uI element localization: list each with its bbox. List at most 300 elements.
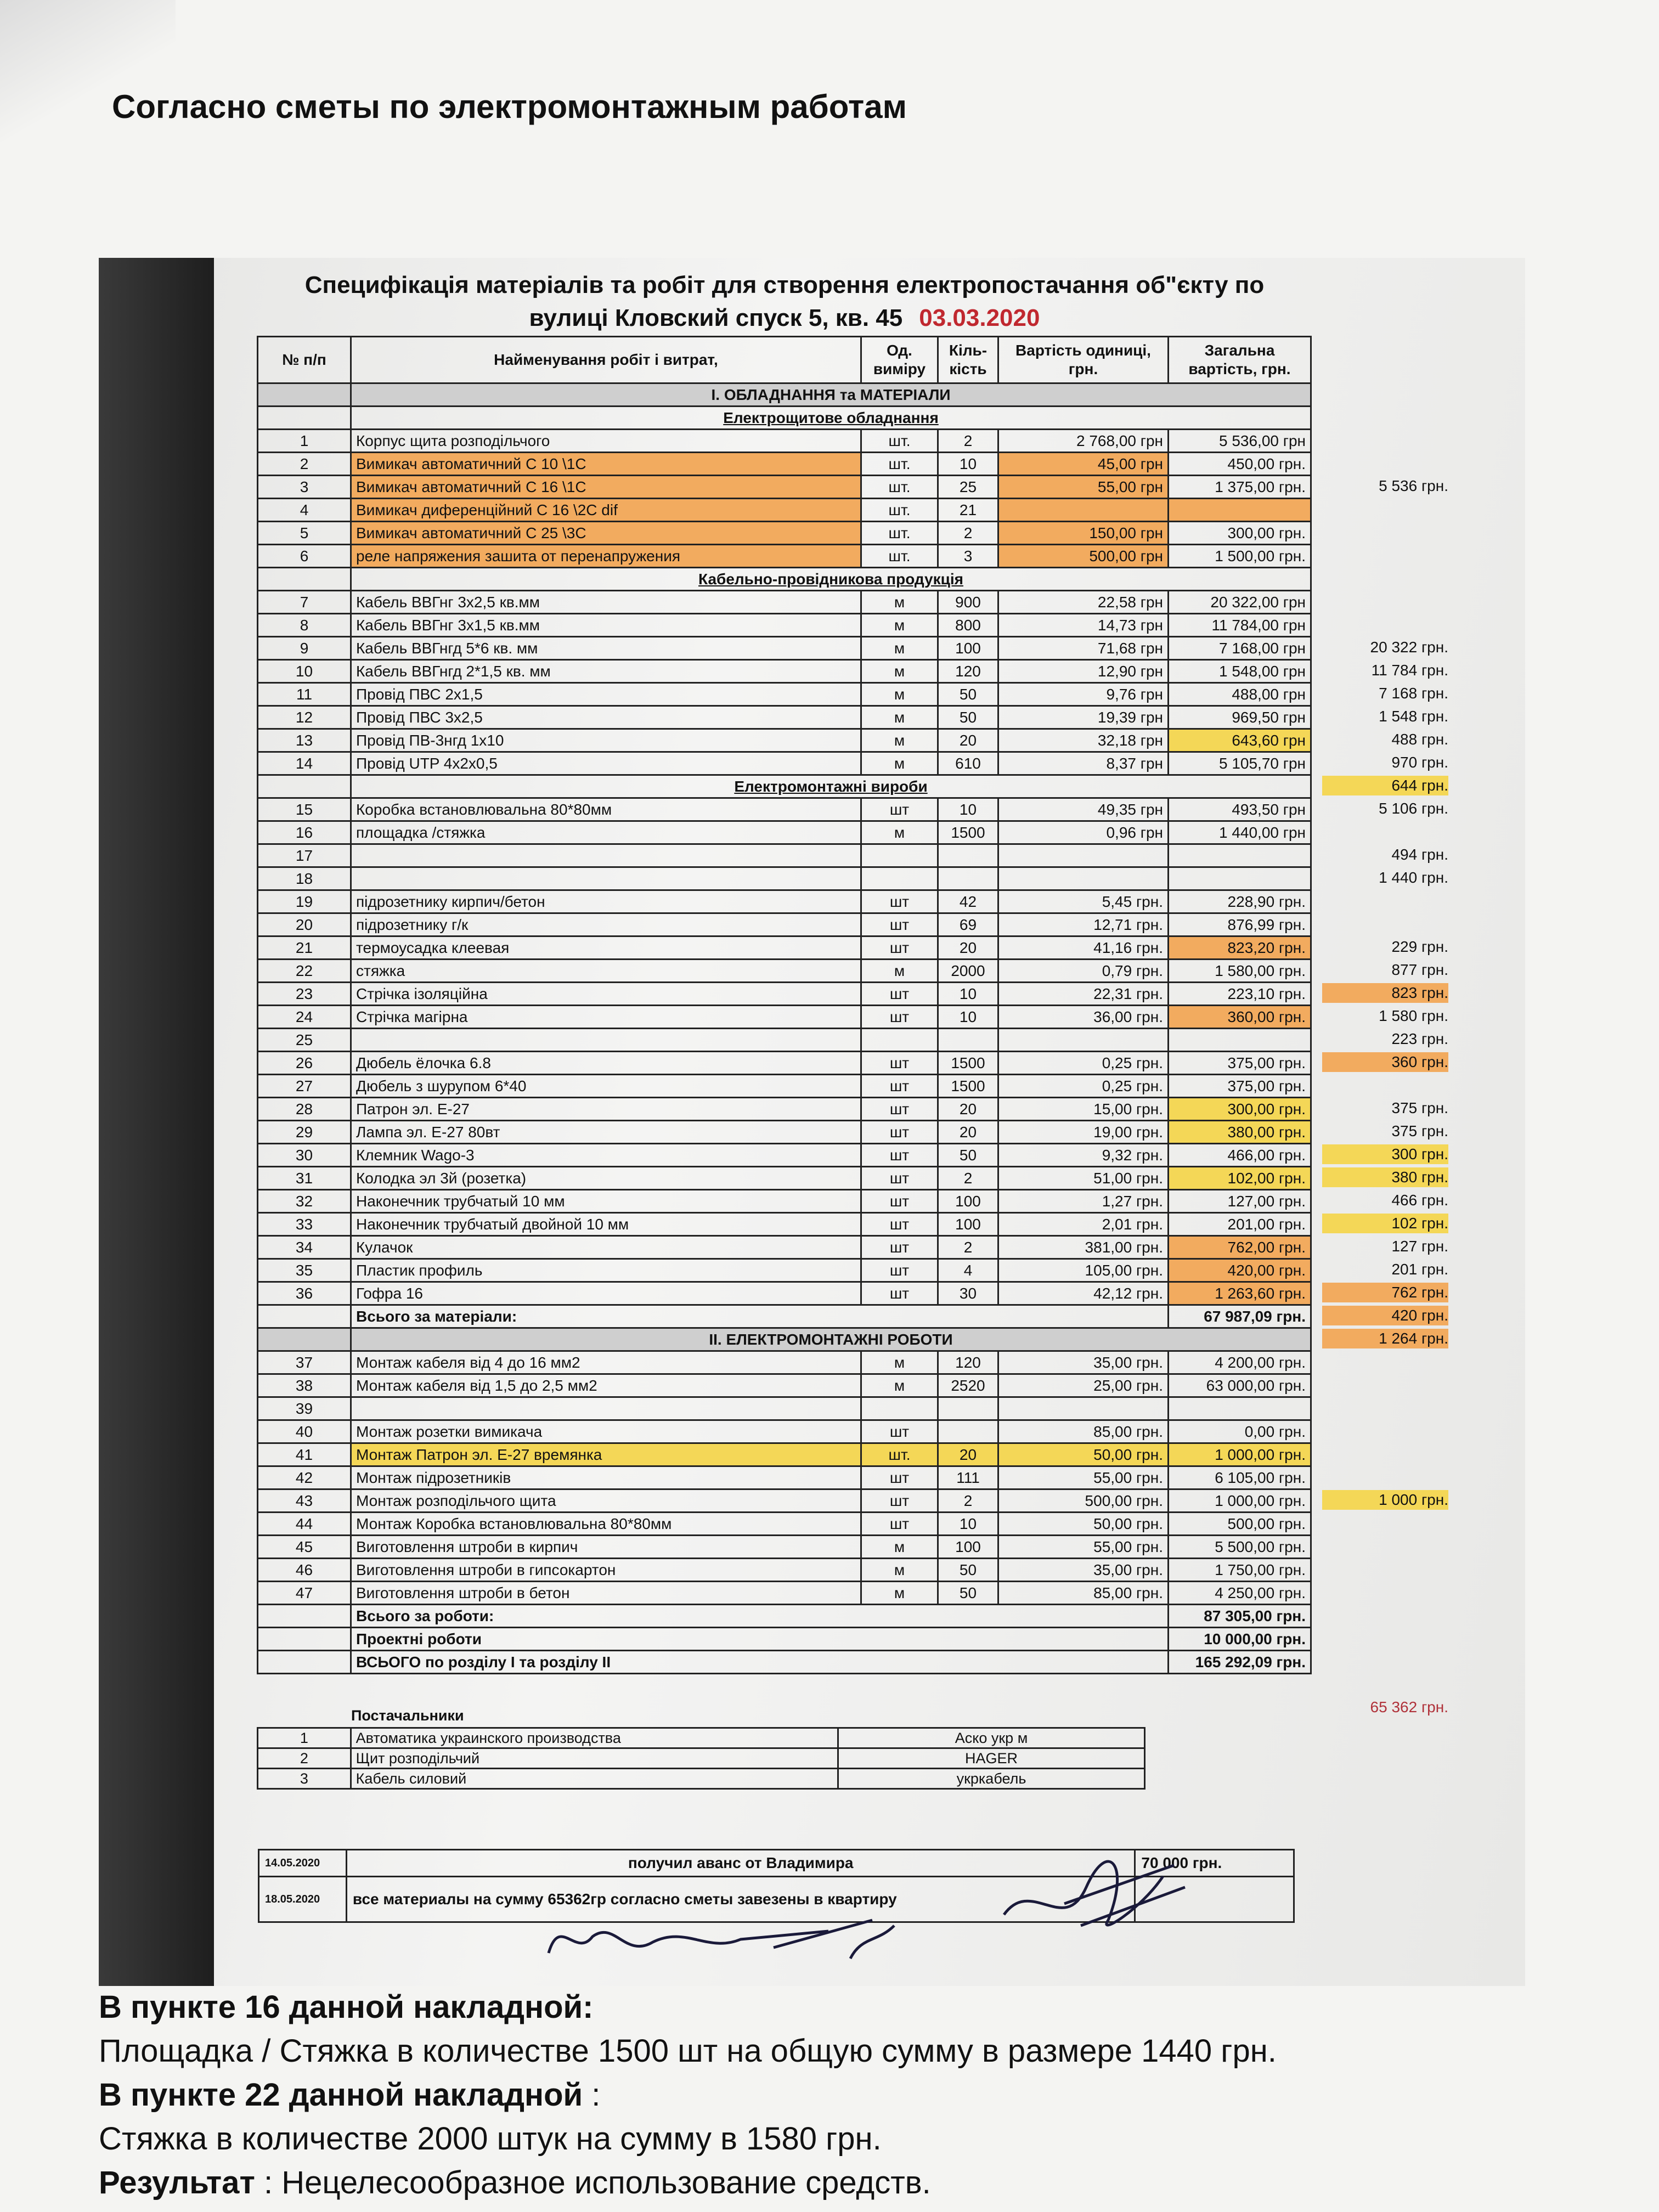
row-total: 380,00 грн.: [1169, 1121, 1311, 1144]
row-number: 43: [258, 1489, 351, 1513]
side-total: 1 548 грн.: [1379, 708, 1448, 725]
row-number: 8: [258, 614, 351, 637]
row-total: [1169, 1397, 1311, 1420]
row-unit-price: 12,71 грн.: [998, 913, 1169, 936]
row-total: 1 440,00 грн: [1169, 821, 1311, 844]
row-unit: шт: [861, 1213, 938, 1236]
supplier-row: [258, 1769, 1145, 1789]
binder-edge: [99, 258, 214, 1986]
row-unit: м: [861, 729, 938, 752]
row-name: Вимикач автоматичний С 25 \3С: [351, 522, 861, 545]
row-unit-price: 32,18 грн: [998, 729, 1169, 752]
row-name: Кабель ВВГнг 3х2,5 кв.мм: [351, 591, 861, 614]
summary-total: 165 292,09 грн.: [1169, 1651, 1311, 1674]
supplier-number: 1: [258, 1728, 351, 1748]
row-unit-price: 9,76 грн: [998, 683, 1169, 706]
title-line-2: вулиці Кловский спуск 5, кв. 45: [529, 304, 903, 331]
row-number: 38: [258, 1374, 351, 1397]
header-unit-price: Вартість одиниці, грн.: [998, 337, 1169, 383]
row-name: підрозетнику г/к: [351, 913, 861, 936]
row-total: 969,50 грн: [1169, 706, 1311, 729]
row-name: Кабель ВВГнгд 2*1,5 кв. мм: [351, 660, 861, 683]
row-number: 13: [258, 729, 351, 752]
row-quantity: 10: [938, 453, 998, 476]
side-total: 375 грн.: [1391, 1122, 1448, 1139]
row-name: Виготовлення штроби в бетон: [351, 1582, 861, 1605]
row-total: 6 105,00 грн.: [1169, 1466, 1311, 1489]
receipt-date: 14.05.2020: [259, 1850, 347, 1877]
table-row: [258, 1466, 1311, 1489]
subsection-label: Електрощитове обладнання: [351, 407, 1311, 430]
row-number: 4: [258, 499, 351, 522]
supplier-item: Автоматика украинского производства: [351, 1728, 838, 1748]
row-name: [351, 1029, 861, 1052]
table-row: [258, 1259, 1311, 1282]
row-unit-price: 22,58 грн: [998, 591, 1169, 614]
supplier-name: HAGER: [838, 1748, 1144, 1769]
subsection-spacer: [258, 407, 351, 430]
row-quantity: 2: [938, 1489, 998, 1513]
row-quantity: 20: [938, 1443, 998, 1466]
row-number: 10: [258, 660, 351, 683]
supplier-item: Щит розподільчий: [351, 1748, 838, 1769]
row-unit-price: 36,00 грн.: [998, 1006, 1169, 1029]
point-16-text: Площадка / Стяжка в количестве 1500 шт на общую сумму в размере 1440 грн.: [99, 2033, 1277, 2069]
row-unit: шт: [861, 1190, 938, 1213]
row-unit-price: [998, 867, 1169, 890]
row-unit: [861, 844, 938, 867]
row-number: 42: [258, 1466, 351, 1489]
row-unit-price: 14,73 грн: [998, 614, 1169, 637]
side-total: 65 362 грн.: [1370, 1699, 1448, 1716]
row-number: 41: [258, 1443, 351, 1466]
row-quantity: 20: [938, 1121, 998, 1144]
row-unit-price: 42,12 грн.: [998, 1282, 1169, 1305]
row-total: 466,00 грн.: [1169, 1144, 1311, 1167]
row-name: Дюбель з шурупом 6*40: [351, 1075, 861, 1098]
row-total: 360,00 грн.: [1169, 1006, 1311, 1029]
signature-1: [998, 1854, 1196, 1942]
row-number: 35: [258, 1259, 351, 1282]
row-unit: шт.: [861, 476, 938, 499]
row-total: 127,00 грн.: [1169, 1190, 1311, 1213]
row-quantity: 2: [938, 430, 998, 453]
summary-spacer: [258, 1628, 351, 1651]
row-unit-price: 150,00 грн: [998, 522, 1169, 545]
row-unit: шт: [861, 1489, 938, 1513]
table-row: [258, 1282, 1311, 1305]
row-unit-price: 35,00 грн.: [998, 1559, 1169, 1582]
row-unit: м: [861, 1559, 938, 1582]
row-total: 63 000,00 грн.: [1169, 1374, 1311, 1397]
section-spacer: [258, 383, 351, 407]
side-total: 223 грн.: [1391, 1030, 1448, 1047]
row-name: площадка /стяжка: [351, 821, 861, 844]
row-number: 36: [258, 1282, 351, 1305]
row-name: Кулачок: [351, 1236, 861, 1259]
row-name: Стрічка ізоляційна: [351, 983, 861, 1006]
row-number: 47: [258, 1582, 351, 1605]
row-total: 420,00 грн.: [1169, 1259, 1311, 1282]
row-unit-price: 1,27 грн.: [998, 1190, 1169, 1213]
table-row: [258, 1052, 1311, 1075]
row-name: Виготовлення штроби в гипсокартон: [351, 1559, 861, 1582]
row-quantity: 50: [938, 706, 998, 729]
side-total: 11 784 грн.: [1371, 662, 1448, 679]
row-unit: шт: [861, 1420, 938, 1443]
summary-row: [258, 1605, 1311, 1628]
row-number: 12: [258, 706, 351, 729]
side-total: 1 264 грн.: [1322, 1329, 1448, 1348]
row-quantity: 100: [938, 1536, 998, 1559]
row-unit-price: 85,00 грн.: [998, 1582, 1169, 1605]
side-total: 762 грн.: [1322, 1283, 1448, 1302]
row-total: 1 375,00 грн.: [1169, 476, 1311, 499]
row-name: Вимикач автоматичний С 10 \1С: [351, 453, 861, 476]
row-quantity: [938, 867, 998, 890]
row-name: Вимикач автоматичний С 16 \1С: [351, 476, 861, 499]
row-quantity: 50: [938, 1582, 998, 1605]
suppliers-title: Постачальники: [351, 1707, 464, 1724]
subsection-spacer: [258, 775, 351, 798]
side-total: 5 106 грн.: [1379, 800, 1448, 817]
row-quantity: 610: [938, 752, 998, 775]
table-header-row: [258, 337, 1311, 383]
subsection-label: Електромонтажні вироби: [351, 775, 1311, 798]
row-total: 5 500,00 грн.: [1169, 1536, 1311, 1559]
table-row: [258, 453, 1311, 476]
table-body: [258, 383, 1311, 1674]
supplier-name: укркабель: [838, 1769, 1144, 1789]
supplier-row: [258, 1728, 1145, 1748]
side-total: 488 грн.: [1391, 731, 1448, 748]
row-name: Кабель ВВГнг 3х1,5 кв.мм: [351, 614, 861, 637]
row-total: 1 548,00 грн: [1169, 660, 1311, 683]
section-row: [258, 383, 1311, 407]
row-unit: шт: [861, 983, 938, 1006]
row-unit-price: 19,00 грн.: [998, 1121, 1169, 1144]
row-name: реле напряжения зашита от перенапружения: [351, 545, 861, 568]
table-row: [258, 637, 1311, 660]
row-total: [1169, 844, 1311, 867]
row-quantity: 10: [938, 983, 998, 1006]
table-row: [258, 1029, 1311, 1052]
summary-label: Всього за матеріали:: [351, 1305, 1169, 1328]
row-name: стяжка: [351, 960, 861, 983]
row-name: термоусадка клеевая: [351, 936, 861, 960]
row-unit: [861, 867, 938, 890]
specification-title: [263, 269, 1306, 335]
row-unit-price: [998, 1397, 1169, 1420]
supplier-item: Кабель силовий: [351, 1769, 838, 1789]
row-unit: шт: [861, 1075, 938, 1098]
row-name: Корпус щита розподільчого: [351, 430, 861, 453]
row-name: Виготовлення штроби в кирпич: [351, 1536, 861, 1559]
row-name: Клемник Wago-3: [351, 1144, 861, 1167]
summary-label: ВСЬОГО по розділу І та розділу ІІ: [351, 1651, 1169, 1674]
row-total: 1 263,60 грн.: [1169, 1282, 1311, 1305]
supplier-number: 3: [258, 1769, 351, 1789]
title-line-1: Специфікація матеріалів та робіт для створення електропостачання об"єкту по: [304, 272, 1265, 298]
row-number: 2: [258, 453, 351, 476]
row-quantity: 900: [938, 591, 998, 614]
row-number: 26: [258, 1052, 351, 1075]
row-quantity: 1500: [938, 821, 998, 844]
header-quantity: Кіль-кість: [938, 337, 998, 383]
row-quantity: 2: [938, 1236, 998, 1259]
row-number: 3: [258, 476, 351, 499]
row-total: 876,99 грн.: [1169, 913, 1311, 936]
row-quantity: 2: [938, 522, 998, 545]
table-row: [258, 1144, 1311, 1167]
row-total: 0,00 грн.: [1169, 1420, 1311, 1443]
summary-total: 10 000,00 грн.: [1169, 1628, 1311, 1651]
table-row: [258, 890, 1311, 913]
row-unit: шт: [861, 1513, 938, 1536]
row-total: 228,90 грн.: [1169, 890, 1311, 913]
row-quantity: 2520: [938, 1374, 998, 1397]
row-number: 28: [258, 1098, 351, 1121]
row-unit: м: [861, 821, 938, 844]
side-total: 229 грн.: [1391, 938, 1448, 955]
row-name: Пластик профиль: [351, 1259, 861, 1282]
row-unit-price: 2 768,00 грн: [998, 430, 1169, 453]
summary-row: [258, 1628, 1311, 1651]
row-quantity: 1500: [938, 1052, 998, 1075]
row-unit: м: [861, 683, 938, 706]
row-number: 14: [258, 752, 351, 775]
row-unit-price: [998, 499, 1169, 522]
row-unit-price: 12,90 грн: [998, 660, 1169, 683]
table-row: [258, 752, 1311, 775]
row-quantity: 69: [938, 913, 998, 936]
side-total: 360 грн.: [1322, 1052, 1448, 1072]
row-quantity: 50: [938, 1559, 998, 1582]
row-quantity: 50: [938, 1144, 998, 1167]
row-quantity: 4: [938, 1259, 998, 1282]
row-total: 11 784,00 грн: [1169, 614, 1311, 637]
row-total: 450,00 грн.: [1169, 453, 1311, 476]
row-unit-price: 2,01 грн.: [998, 1213, 1169, 1236]
subsection-row: [258, 568, 1311, 591]
row-name: Лампа эл. Е-27 80вт: [351, 1121, 861, 1144]
row-unit: м: [861, 706, 938, 729]
side-total: 20 322 грн.: [1370, 639, 1448, 656]
header-name: Найменування робіт і витрат,: [351, 337, 861, 383]
row-number: 7: [258, 591, 351, 614]
row-name: Монтаж розетки вимикача: [351, 1420, 861, 1443]
row-total: 1 000,00 грн.: [1169, 1443, 1311, 1466]
header-number: № п/п: [258, 337, 351, 383]
row-unit: шт.: [861, 499, 938, 522]
row-quantity: 21: [938, 499, 998, 522]
row-name: Монтаж кабеля від 4 до 16 мм2: [351, 1351, 861, 1374]
row-total: 1 500,00 грн.: [1169, 545, 1311, 568]
table-row: [258, 614, 1311, 637]
row-quantity: 1500: [938, 1075, 998, 1098]
row-quantity: 100: [938, 1190, 998, 1213]
table-row: [258, 913, 1311, 936]
row-name: Дюбель ёлочка 6.8: [351, 1052, 861, 1075]
row-total: 4 250,00 грн.: [1169, 1582, 1311, 1605]
row-unit-price: 0,25 грн.: [998, 1052, 1169, 1075]
table-row: [258, 1559, 1311, 1582]
result-line: Результат : Нецелесообразное использование средств.: [99, 2165, 931, 2200]
row-name: Колодка эл 3й (розетка): [351, 1167, 861, 1190]
table-row: [258, 545, 1311, 568]
row-number: 22: [258, 960, 351, 983]
row-unit: шт: [861, 1282, 938, 1305]
row-number: 17: [258, 844, 351, 867]
table-row: [258, 1351, 1311, 1374]
row-unit-price: 85,00 грн.: [998, 1420, 1169, 1443]
page-heading: Согласно сметы по электромонтажным работам: [112, 88, 907, 125]
table-row: [258, 798, 1311, 821]
table-row: [258, 1489, 1311, 1513]
row-name: [351, 1397, 861, 1420]
point-22-text: Стяжка в количестве 2000 штук на сумму в 1580 грн.: [99, 2121, 882, 2157]
row-unit-price: 381,00 грн.: [998, 1236, 1169, 1259]
row-name: Наконечник трубчатый двойной 10 мм: [351, 1213, 861, 1236]
side-total: 300 грн.: [1322, 1144, 1448, 1164]
row-unit-price: 55,00 грн.: [998, 1536, 1169, 1559]
table-row: [258, 936, 1311, 960]
row-name: Наконечник трубчатый 10 мм: [351, 1190, 861, 1213]
row-unit: [861, 1397, 938, 1420]
row-name: [351, 867, 861, 890]
row-unit: шт.: [861, 430, 938, 453]
row-quantity: 20: [938, 729, 998, 752]
row-unit-price: 8,37 грн: [998, 752, 1169, 775]
specification-table: [257, 336, 1312, 1674]
suppliers-table: [257, 1727, 1146, 1790]
row-unit-price: 55,00 грн: [998, 476, 1169, 499]
row-unit: м: [861, 614, 938, 637]
section-spacer: [258, 1328, 351, 1351]
section-label: ІІ. ЕЛЕКТРОМОНТАЖНІ РОБОТИ: [351, 1328, 1311, 1351]
row-total: 375,00 грн.: [1169, 1052, 1311, 1075]
row-name: Провід ПВ-3нгд 1х10: [351, 729, 861, 752]
row-number: 16: [258, 821, 351, 844]
side-total: 1 000 грн.: [1322, 1490, 1448, 1510]
row-total: 762,00 грн.: [1169, 1236, 1311, 1259]
row-name: Монтаж кабеля від 1,5 до 2,5 мм2: [351, 1374, 861, 1397]
summary-row: [258, 1651, 1311, 1674]
row-unit-price: [998, 844, 1169, 867]
row-name: Патрон эл. Е-27: [351, 1098, 861, 1121]
row-unit: м: [861, 1582, 938, 1605]
row-total: 1 750,00 грн.: [1169, 1559, 1311, 1582]
row-number: 45: [258, 1536, 351, 1559]
table-row: [258, 1213, 1311, 1236]
row-name: Гофра 16: [351, 1282, 861, 1305]
row-unit-price: 0,79 грн.: [998, 960, 1169, 983]
row-number: 27: [258, 1075, 351, 1098]
side-total: 7 168 грн.: [1379, 685, 1448, 702]
row-unit-price: 55,00 грн.: [998, 1466, 1169, 1489]
row-quantity: 20: [938, 1098, 998, 1121]
side-total: 201 грн.: [1391, 1261, 1448, 1278]
table-row: [258, 1190, 1311, 1213]
row-unit-price: 500,00 грн.: [998, 1489, 1169, 1513]
row-number: 20: [258, 913, 351, 936]
side-total: 466 грн.: [1391, 1192, 1448, 1209]
section-row: [258, 1328, 1311, 1351]
summary-label: Проектні роботи: [351, 1628, 1169, 1651]
row-total: 500,00 грн.: [1169, 1513, 1311, 1536]
row-unit: м: [861, 960, 938, 983]
header-unit: Од. виміру: [861, 337, 938, 383]
summary-label: Всього за роботи:: [351, 1605, 1169, 1628]
summary-row: [258, 1305, 1311, 1328]
point-16-title: В пункте 16 данной накладной:: [99, 1989, 594, 2025]
side-total: 127 грн.: [1391, 1238, 1448, 1255]
table-row: [258, 1098, 1311, 1121]
row-name: Провід ПВС 2х1,5: [351, 683, 861, 706]
row-name: Монтаж розподільчого щита: [351, 1489, 861, 1513]
row-unit: шт: [861, 798, 938, 821]
row-total: 5 536,00 грн: [1169, 430, 1311, 453]
supplier-name: Аско укр м: [838, 1728, 1144, 1748]
subsection-spacer: [258, 568, 351, 591]
row-quantity: 42: [938, 890, 998, 913]
row-unit: шт: [861, 890, 938, 913]
row-quantity: 20: [938, 936, 998, 960]
table-row: [258, 522, 1311, 545]
row-quantity: 10: [938, 1513, 998, 1536]
point-22-title: В пункте 22 данной накладной :: [99, 2077, 601, 2113]
row-total: 643,60 грн: [1169, 729, 1311, 752]
row-name: Монтаж Коробка встановлювальна 80*80мм: [351, 1513, 861, 1536]
row-number: 44: [258, 1513, 351, 1536]
table-row: [258, 430, 1311, 453]
row-number: 40: [258, 1420, 351, 1443]
row-unit: м: [861, 660, 938, 683]
row-quantity: 100: [938, 1213, 998, 1236]
row-name: [351, 844, 861, 867]
row-total: [1169, 867, 1311, 890]
row-quantity: 30: [938, 1282, 998, 1305]
row-quantity: [938, 844, 998, 867]
receipt-text: все материалы на сумму 65362гр согласно сметы завезены в квартиру: [346, 1877, 1135, 1922]
table-row: [258, 1236, 1311, 1259]
table-row: [258, 1075, 1311, 1098]
table-row: [258, 1443, 1311, 1466]
summary-total: 67 987,09 грн.: [1169, 1305, 1311, 1328]
row-total: [1169, 1029, 1311, 1052]
table-row: [258, 729, 1311, 752]
row-quantity: [938, 1397, 998, 1420]
row-total: 493,50 грн: [1169, 798, 1311, 821]
row-unit-price: 49,35 грн: [998, 798, 1169, 821]
row-unit-price: 500,00 грн: [998, 545, 1169, 568]
row-unit-price: 15,00 грн.: [998, 1098, 1169, 1121]
row-number: 23: [258, 983, 351, 1006]
row-number: 32: [258, 1190, 351, 1213]
row-unit: шт: [861, 1144, 938, 1167]
side-total: 5 536 грн.: [1379, 477, 1448, 494]
row-unit: шт.: [861, 545, 938, 568]
row-unit: шт: [861, 1006, 938, 1029]
table-row: [258, 867, 1311, 890]
row-name: Монтаж Патрон эл. Е-27 времянка: [351, 1443, 861, 1466]
side-total: 877 грн.: [1391, 961, 1448, 978]
row-unit-price: 25,00 грн.: [998, 1374, 1169, 1397]
row-unit-price: 0,96 грн: [998, 821, 1169, 844]
row-unit: шт.: [861, 522, 938, 545]
row-total: 20 322,00 грн: [1169, 591, 1311, 614]
row-unit: шт: [861, 936, 938, 960]
